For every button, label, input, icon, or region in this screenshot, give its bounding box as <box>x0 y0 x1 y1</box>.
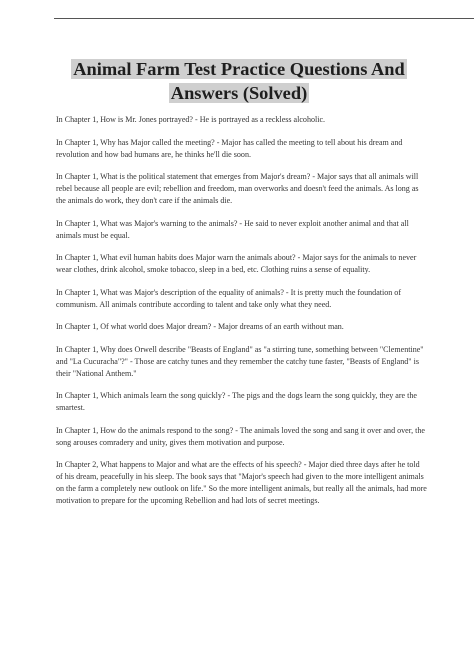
qa-entry: In Chapter 1, What was Major's warning to the animals? - He said to never exploit another animal and that all animals must be equal. <box>56 218 409 240</box>
qa-entry: In Chapter 1, Of what world does Major dream? - Major dreams of an earth without man. <box>56 322 344 331</box>
qa-list <box>56 114 427 518</box>
qa-entry: In Chapter 2, What happens to Major and what are the effects of his speech? - Major died three days after he told of his dream, peacefully in his sleep. The book says that "Major's speech had given to the more intelligent animals on the farm a completely new outlook on life." So the more intelligent animals, but really all the animals, had more motivation to prepare for the upcoming Rebellion and had lots of secret meetings. <box>56 460 427 505</box>
qa-entry: In Chapter 1, Which animals learn the song quickly? - The pigs and the dogs learn the song quickly, they are the smartest. <box>56 391 417 412</box>
qa-entry: In Chapter 1, Why has Major called the meeting? - Major has called the meeting to tell about his dream and revolution and how bad humans are, he thinks he'll die soon. <box>56 137 403 159</box>
qa-entry: In Chapter 1, Why does Orwell describe "Beasts of England" as "a stirring tune, something between "Clementine" and "La Cucuracha"?" - Those are catchy tunes and they remember the catchy tune faster, "Beasts of England" is their "National Anthem." <box>56 344 424 378</box>
qa-entry: In Chapter 1, What is the political statement that emerges from Major's dream? - Major says that all animals will rebel because all people are evil; rebellion and freedom, man overworks and doesn't feed the animals. As long as the animals do work, they don't care if the animals die. <box>56 172 419 205</box>
header-rule <box>54 18 474 19</box>
qa-entry: In Chapter 1, How do the animals respond to the song? - The animals loved the song and sang it over and over, the song arouses comradery and unity, gives them motivation and purpose. <box>56 425 425 447</box>
page-title <box>56 57 422 105</box>
title-text: Animal Farm Test Practice Questions And Answers (Solved) <box>73 59 405 103</box>
qa-entry: In Chapter 1, How is Mr. Jones portrayed? - He is portrayed as a reckless alcoholic. <box>56 115 326 124</box>
qa-entry: In Chapter 1, What was Major's description of the equality of animals? - It is pretty much the foundation of communism. All animals contribute according to talent and take only what they need. <box>56 287 401 309</box>
qa-entry: In Chapter 1, What evil human habits does Major warn the animals about? - Major says for the animals to never wear clothes, drink alcohol, smoke tobacco, sleep in a bed, etc. Clothing ruins a sense of equality. <box>56 253 417 274</box>
